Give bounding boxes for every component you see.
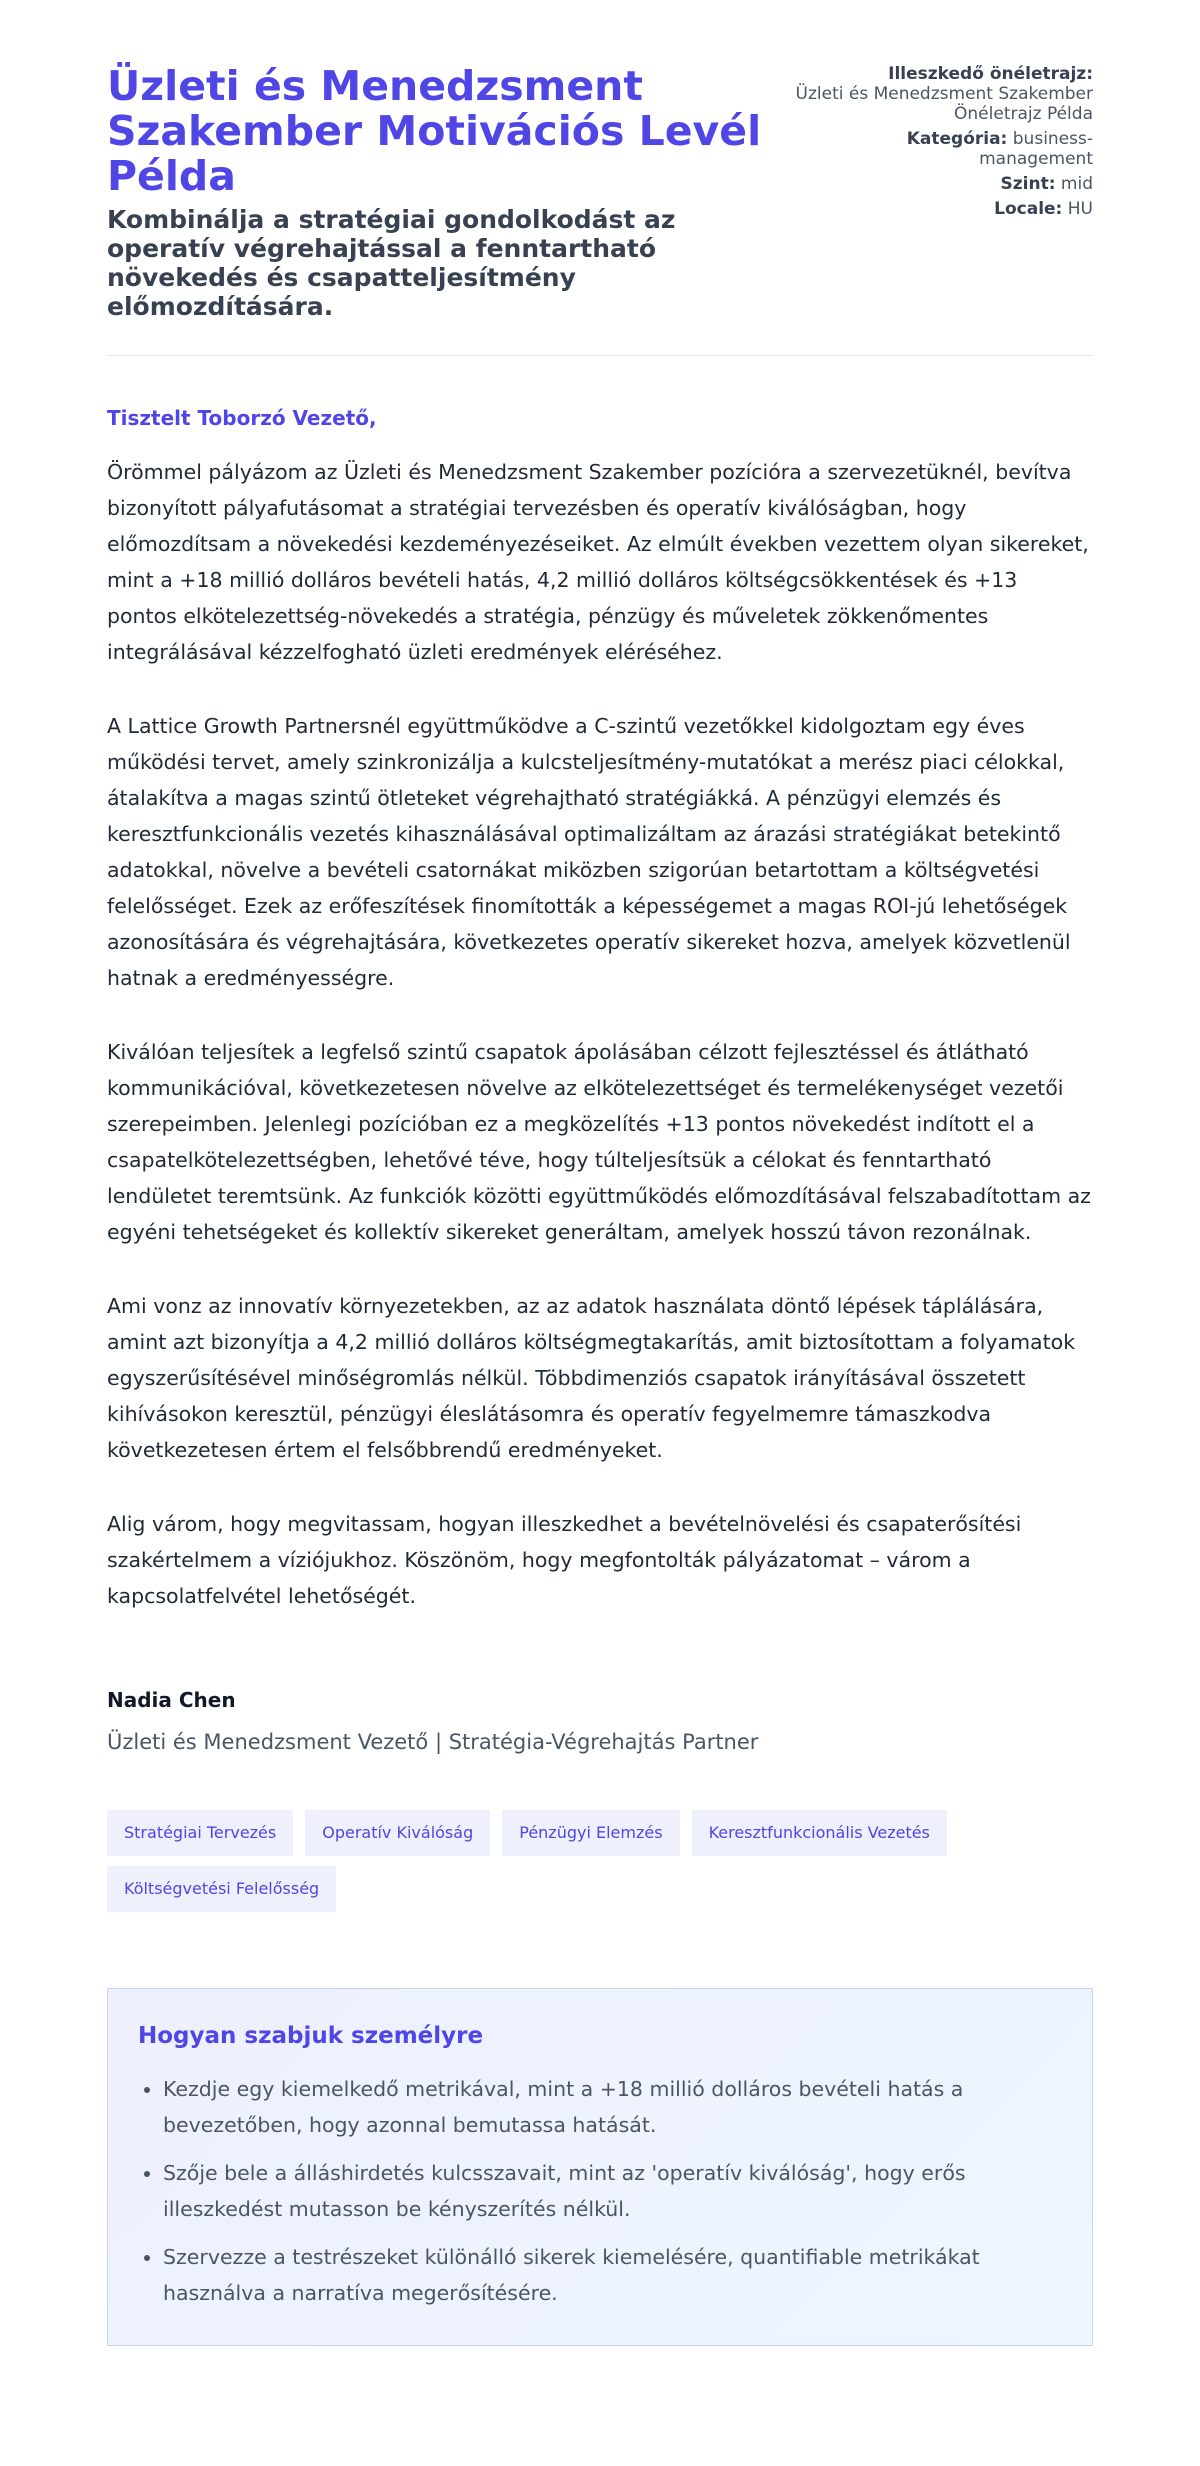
meta-locale xyxy=(793,199,1093,219)
skill-tag: Keresztfunkcionális Vezetés xyxy=(692,1810,947,1856)
page-subtitle: Kombinálja a stratégiai gondolkodást az operatív végrehajtással a fenntartható növekedés és csapatteljesítmény előmozdítására. xyxy=(107,205,676,321)
meta-resume xyxy=(793,64,1093,124)
skill-tags xyxy=(107,1810,1057,1912)
meta-category-label: Kategória: xyxy=(906,129,1008,149)
skill-tag: Operatív Kiválóság xyxy=(305,1810,490,1856)
meta-resume-value: Üzleti és Menedzsment Szakember Önéletrajz Példa xyxy=(795,84,1093,124)
letter-body xyxy=(107,356,1093,2346)
meta-level xyxy=(793,174,1093,194)
letter-paragraph: A Lattice Growth Partnersnél együttműködve a C-szintű vezetőkkel kidolgoztam egy éves működési tervet, amely szinkronizálja a kulcsteljesítmény-mutatókat a merész piaci célokkal, átalakítva a magas szintű ötleteket végrehajtható stratégiákká. A pénzügyi elemzés és keresztfunkcionális vezetés kihasználásával optimalizáltam az árazási stratégiákat betekintő adatokkal, növelve a bevételi csatornákat miközben szigorúan betartottam a költségvetési felelősséget. Ezek az erőfeszítések finomították a képességemet a magas ROI-jú lehetőségek azonosítására és végrehajtására, következetes operatív sikereket hozva, amelyek közvetlenül hatnak a eredményességre. xyxy=(107,714,1071,990)
meta-category xyxy=(793,129,1093,169)
meta-locale-label: Locale: xyxy=(994,199,1063,219)
page-title: Üzleti és Menedzsment Szakember Motivációs Levél Példa xyxy=(107,62,762,200)
customization-tips xyxy=(107,1988,1093,2346)
tip-item: • Kezdje egy kiemelkedő metrikával, mint a +18 millió dolláros bevételi hatás a bevezetőben, hogy azonnal bemutassa hatását. xyxy=(163,2071,1062,2143)
skill-tag: Költségvetési Felelősség xyxy=(107,1866,336,1912)
letter-paragraph: Örömmel pályázom az Üzleti és Menedzsment Szakember pozícióra a szervezetüknél, bevítva bizonyított pályafutásomat a stratégiai tervezésben és operatív kiválóságban, hogy előmozdítsam a növekedési kezdeményezéseiket. Az elmúlt években vezettem olyan sikereket, mint a +18 millió dolláros bevételi hatás, 4,2 millió dolláros költségcsökkentések és +13 pontos elkötelezettség-növekedés a stratégia, pénzügy és műveletek zökkenőmentes integrálásával kézzelfogható üzleti eredmények eléréséhez. xyxy=(107,460,1089,664)
tip-item: • Szője bele a álláshirdetés kulcsszavait, mint az 'operatív kiválóság', hogy erős illeszkedést mutasson be kényszerítés nélkül. xyxy=(163,2155,1062,2227)
letter-paragraph: Alig várom, hogy megvitassam, hogyan illeszkedhet a bevételnövelési és csapaterősítési szakértelmem a víziójukhoz. Köszönöm, hogy megfontolták pályázatomat – várom a kapcsolatfelvétel lehetőségét. xyxy=(107,1512,1022,1608)
signature-name: Nadia Chen xyxy=(107,1688,236,1712)
tip-item: • Szervezze a testrészeket különálló sikerek kiemelésére, quantifiable metrikákat használva a narratíva megerősítésére. xyxy=(163,2239,1062,2311)
page-header xyxy=(107,0,1093,356)
letter-paragraph: Kiválóan teljesítek a legfelső szintű csapatok ápolásában célzott fejlesztéssel és átlátható kommunikációval, következetesen növelve az elkötelezettséget és termelékenységet vezetői szerepeimben. Jelenlegi pozícióban ez a megközelítés +13 pontos növekedést indított el a csapatelkötelezettségben, lehetővé téve, hogy túlteljesítsük a célokat és fenntartható lendületet teremtsünk. Az funkciók közötti együttműködés előmozdításával felszabadítottam az egyéni tehetségeket és kollektív sikereket generáltam, amelyek hosszú távon rezonálnak. xyxy=(107,1040,1091,1244)
skill-tag: Stratégiai Tervezés xyxy=(107,1810,293,1856)
letter-paragraph: Ami vonz az innovatív környezetekben, az az adatok használata döntő lépések táplálására, amint azt bizonyítja a 4,2 millió dolláros költségmegtakarítás, amit biztosítottam a folyamatok egyszerűsítésével minőségromlás nélkül. Többdimenziós csapatok irányításával összetett kihívásokon keresztül, pénzügyi éleslátásomra és operatív fegyelmemre támaszkodva következetesen értem el felsőbbrendű eredményeket. xyxy=(107,1294,1076,1462)
meta-category-value: business-management xyxy=(979,129,1093,169)
skill-tag: Pénzügyi Elemzés xyxy=(502,1810,679,1856)
tips-title: Hogyan szabjuk személyre xyxy=(138,2023,484,2049)
meta-level-label: Szint: xyxy=(1000,174,1056,194)
tips-list xyxy=(138,2071,1062,2311)
meta-panel xyxy=(793,64,1093,321)
meta-locale-value: HU xyxy=(1067,199,1093,219)
meta-resume-label: Illeszkedő önéletrajz: xyxy=(888,64,1093,84)
meta-level-value: mid xyxy=(1060,174,1093,194)
salutation: Tisztelt Toborzó Vezető, xyxy=(107,406,377,430)
signature-block xyxy=(107,1686,1093,1756)
header-titles xyxy=(107,64,787,321)
signature-title: Üzleti és Menedzsment Vezető | Stratégia-Végrehajtás Partner xyxy=(107,1730,759,1754)
